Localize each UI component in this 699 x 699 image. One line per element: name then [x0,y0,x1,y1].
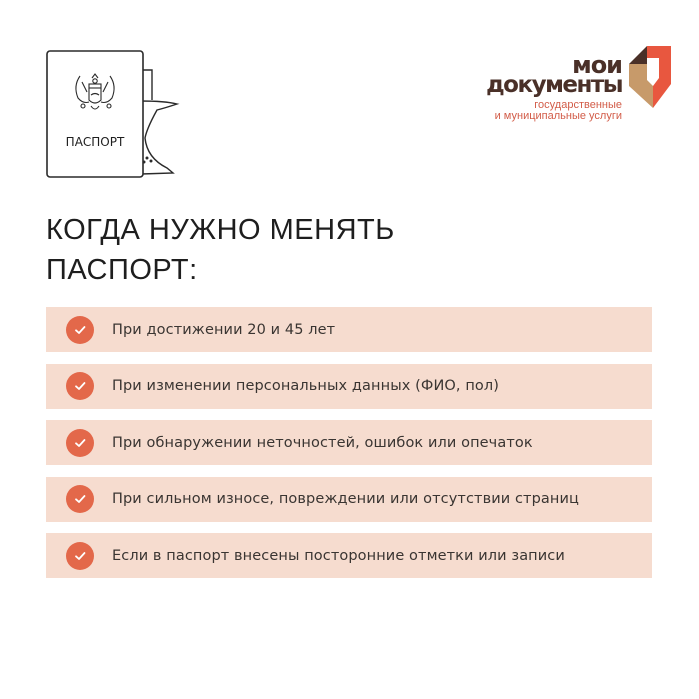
passport-illustration [45,48,185,180]
logo-mark-icon [627,40,675,110]
check-circle-icon [66,316,94,344]
check-circle-icon [66,372,94,400]
list-item [46,533,652,578]
title-line-2: ПАСПОРТ: [46,254,198,286]
list-item [46,420,652,465]
list-item [46,477,652,522]
list-item-text: При изменении персональных данных (ФИО, пол) [112,378,500,394]
list-item-text: Если в паспорт внесены посторонние отметки или записи [112,547,565,564]
passport-icon [45,48,185,180]
logo-line2: документы [486,72,622,98]
page-title [46,210,395,290]
logo-line1: мои [572,51,622,79]
check-circle-icon [66,542,94,570]
list-item-text: При обнаружении неточностей, ошибок или опечаток [112,434,533,451]
check-circle-icon [66,429,94,457]
list-item-text: При достижении 20 и 45 лет [112,321,336,338]
list-item [46,307,652,352]
check-circle-icon [66,485,94,513]
reasons-list [46,307,652,590]
logo-subtitle-1: государственные [534,99,622,111]
hourglass-icon [140,70,177,174]
title-line-1: КОГДА НУЖНО МЕНЯТЬ [46,214,395,246]
svg-text:ПАСПОРТ: ПАСПОРТ [65,135,125,149]
moi-dokumenty-logo [480,40,680,125]
list-item-text: При сильном износе, повреждении или отсутствии страниц [112,491,579,507]
logo-subtitle-2: и муниципальные услуги [494,110,622,122]
list-item [46,364,652,409]
